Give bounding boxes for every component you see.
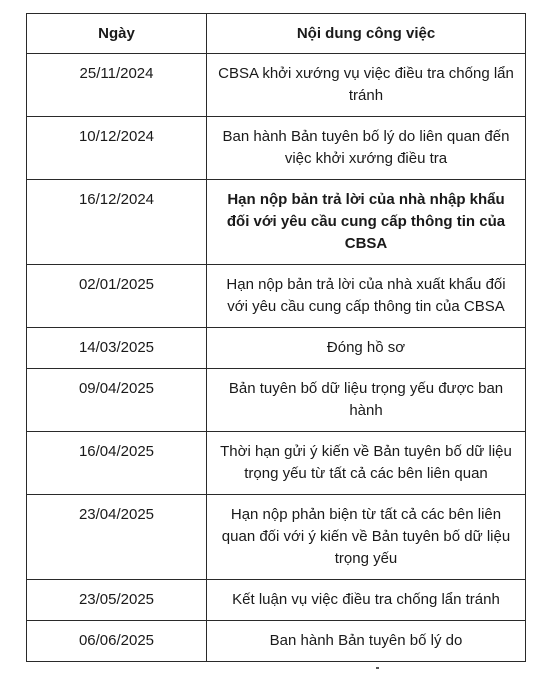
- table-header-row: [27, 14, 526, 54]
- table-row: [27, 328, 526, 369]
- row-date: 06/06/2025: [27, 621, 207, 662]
- page-artifact-mark: [376, 667, 379, 669]
- row-date: 16/12/2024: [27, 180, 207, 265]
- table-row: [27, 180, 526, 265]
- table-row: [27, 54, 526, 117]
- table-row: [27, 495, 526, 580]
- row-task: Hạn nộp phản biện từ tất cả các bên liên quan đối với ý kiến về Bản tuyên bố dữ liệu trọng yếu: [207, 495, 526, 580]
- row-date: 23/04/2025: [27, 495, 207, 580]
- row-task: Bản tuyên bố dữ liệu trọng yếu được ban hành: [207, 369, 526, 432]
- header-date: Ngày: [27, 14, 207, 54]
- timeline-table: [26, 13, 526, 662]
- header-task: Nội dung công việc: [207, 14, 526, 54]
- row-date: 10/12/2024: [27, 117, 207, 180]
- row-date: 25/11/2024: [27, 54, 207, 117]
- row-task: Đóng hồ sơ: [207, 328, 526, 369]
- table-row: [27, 580, 526, 621]
- row-date: 09/04/2025: [27, 369, 207, 432]
- row-date: 23/05/2025: [27, 580, 207, 621]
- row-task: Hạn nộp bản trả lời của nhà nhập khẩu đối với yêu cầu cung cấp thông tin của CBSA: [207, 180, 526, 265]
- row-task: Thời hạn gửi ý kiến về Bản tuyên bố dữ liệu trọng yếu từ tất cả các bên liên quan: [207, 432, 526, 495]
- table-row: [27, 621, 526, 662]
- timeline-table-container: [26, 13, 525, 662]
- table-row: [27, 369, 526, 432]
- table-row: [27, 117, 526, 180]
- row-task: Ban hành Bản tuyên bố lý do: [207, 621, 526, 662]
- table-row: [27, 265, 526, 328]
- row-date: 14/03/2025: [27, 328, 207, 369]
- row-date: 16/04/2025: [27, 432, 207, 495]
- table-row: [27, 432, 526, 495]
- row-date: 02/01/2025: [27, 265, 207, 328]
- row-task: Kết luận vụ việc điều tra chống lẩn tránh: [207, 580, 526, 621]
- row-task: Ban hành Bản tuyên bố lý do liên quan đến việc khởi xướng điều tra: [207, 117, 526, 180]
- row-task: CBSA khởi xướng vụ việc điều tra chống lẩn tránh: [207, 54, 526, 117]
- row-task: Hạn nộp bản trả lời của nhà xuất khẩu đối với yêu cầu cung cấp thông tin của CBSA: [207, 265, 526, 328]
